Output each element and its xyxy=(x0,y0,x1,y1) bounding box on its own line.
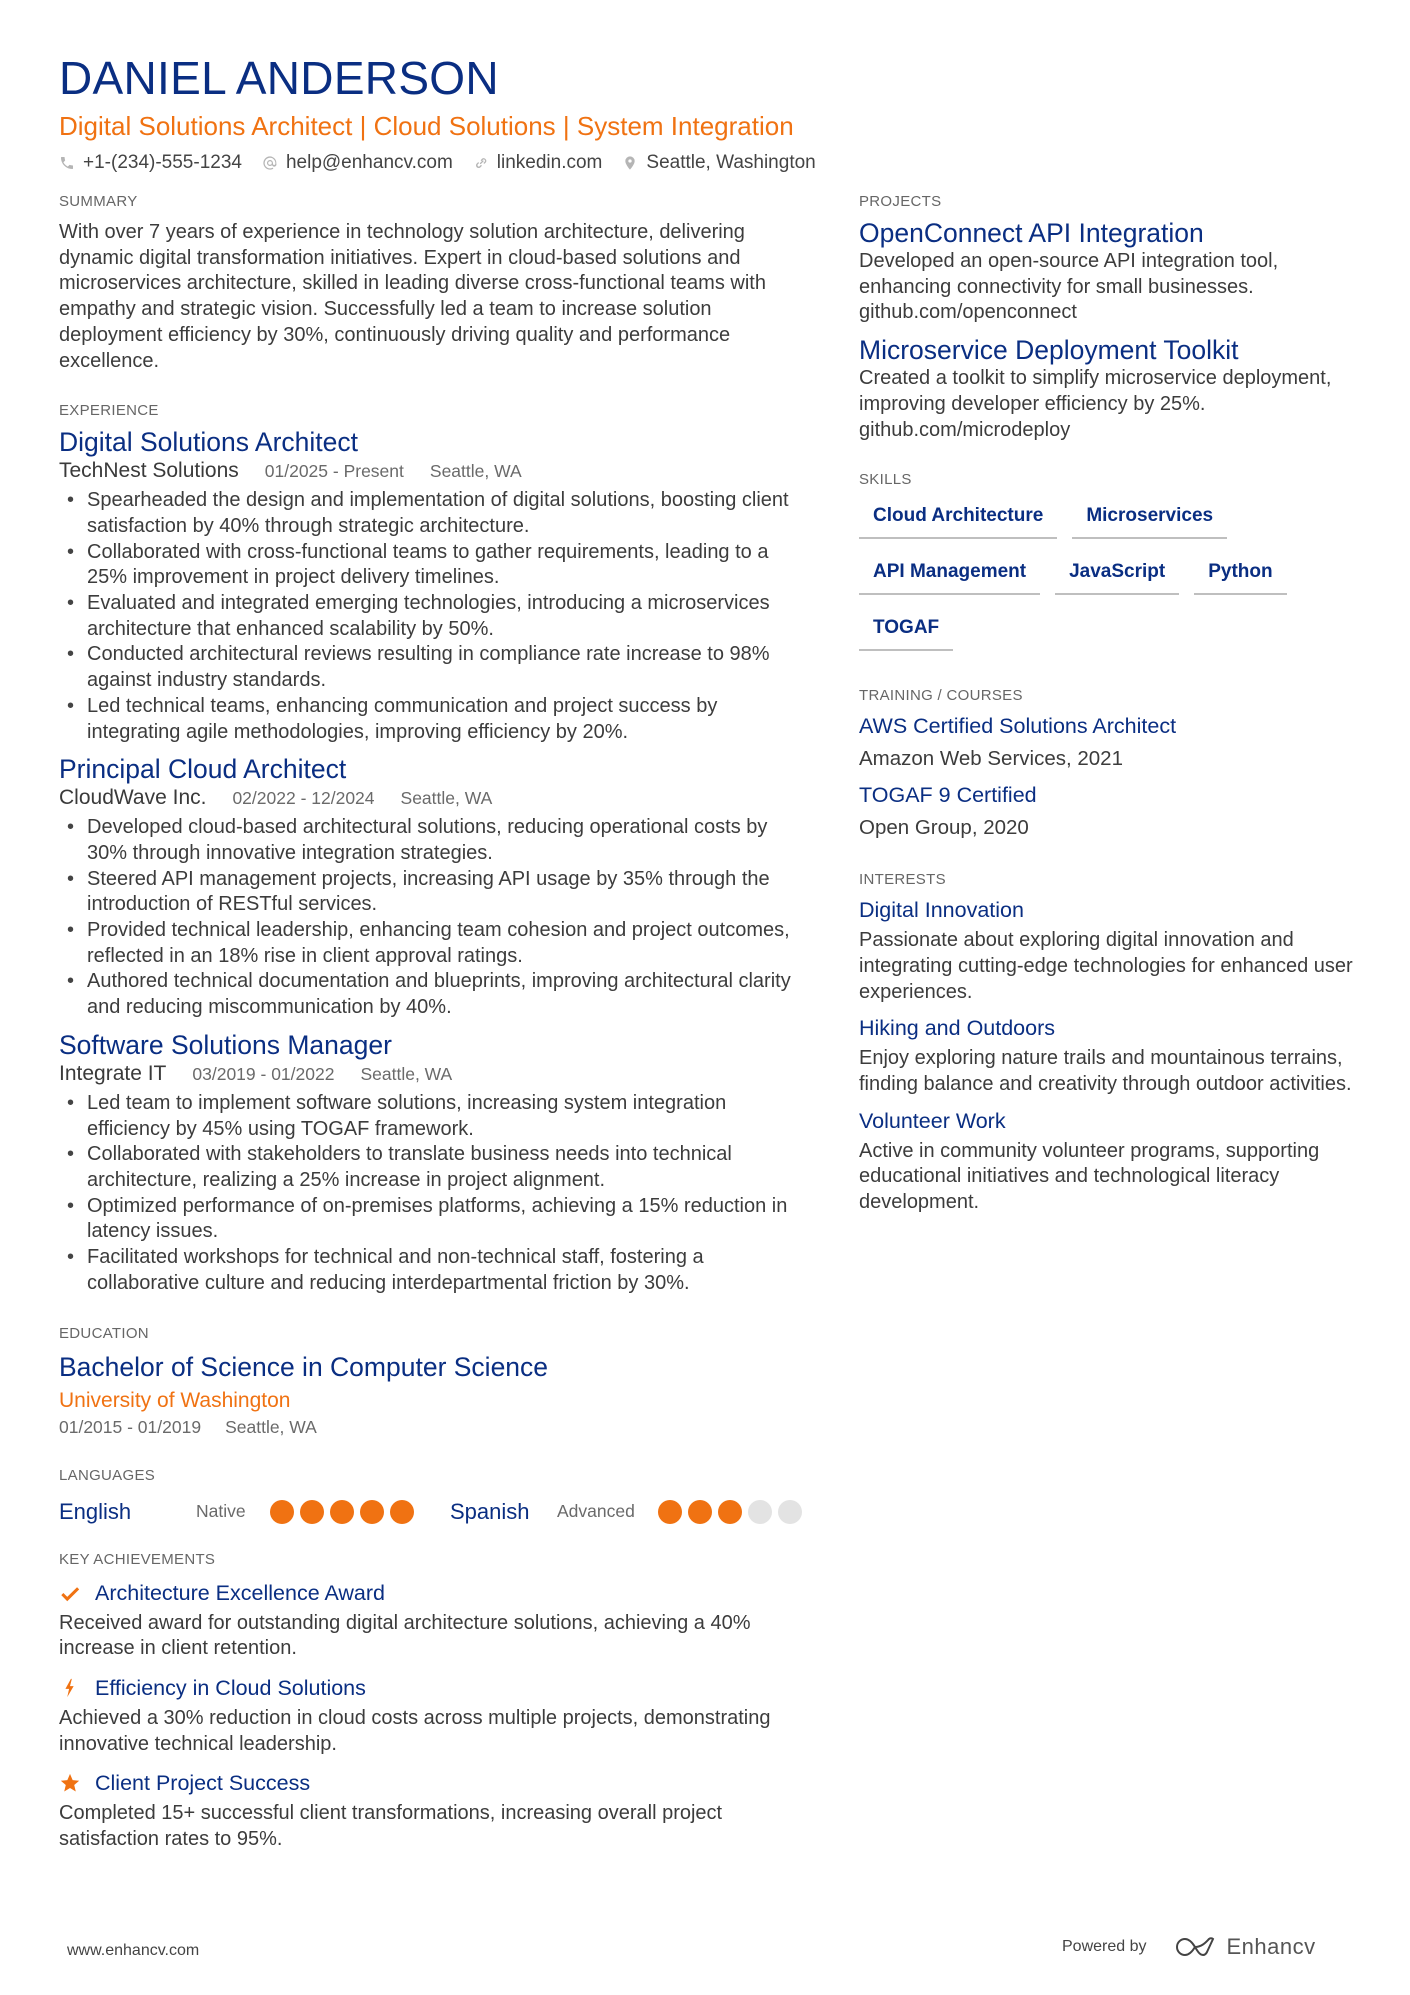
enhancv-logo-icon xyxy=(1173,1935,1217,1959)
proficiency-dot-filled xyxy=(330,1500,354,1524)
degree-title: Bachelor of Science in Computer Science xyxy=(59,1351,549,1382)
job-title: Software Solutions Manager xyxy=(59,1029,392,1060)
job-bullet: • Optimized performance of on-premises platforms, achieving a 15% reduction in latency issues. xyxy=(59,1194,809,1245)
section-label-achievements: KEY ACHIEVEMENTS xyxy=(59,1550,216,1568)
link-icon xyxy=(473,155,489,171)
job-bullet: • Facilitated workshops for technical and non-technical staff, fostering a collaborative culture and reducing interdepartmental friction by 30%. xyxy=(59,1245,809,1296)
contact-bar xyxy=(59,150,1359,176)
achievement-header xyxy=(59,1767,809,1799)
language-level: Advanced xyxy=(557,1501,635,1521)
project-item xyxy=(859,217,1359,326)
contact-location xyxy=(622,150,815,176)
left-column xyxy=(59,193,809,1853)
course-title: TOGAF 9 Certified xyxy=(859,783,1037,808)
project-title: Microservice Deployment Toolkit xyxy=(859,335,1239,366)
enhancv-brand-name: Enhancv xyxy=(1226,1934,1316,1959)
contact-linkedin[interactable] xyxy=(473,150,603,176)
language-proficiency-dots xyxy=(270,1500,414,1524)
section-label-education: EDUCATION xyxy=(59,1324,149,1342)
achievement-title: Client Project Success xyxy=(95,1771,311,1796)
job-meta xyxy=(59,1061,809,1087)
education-location: Seattle, WA xyxy=(225,1416,317,1437)
achievement-item xyxy=(59,1577,809,1662)
languages-section xyxy=(59,1467,809,1529)
job-bullet: • Collaborated with cross-functional teams to gather requirements, leading to a 25% improvement in project delivery timelines. xyxy=(59,540,809,591)
achievement-header xyxy=(59,1672,809,1704)
skills-list xyxy=(859,503,1359,651)
summary-text: With over 7 years of experience in technology solution architecture, delivering dynamic digital transformation initiatives. Expert in cloud-based solutions and microservices architecture, skilled in leading diverse cross-functional teams with empathy and strategic vision. Successfully led a team to increase solution deployment efficiency by 30%, continuously driving quality and performance excellence. xyxy=(59,221,766,372)
course-organization: Open Group, 2020 xyxy=(859,816,1029,840)
achievement-title: Efficiency in Cloud Solutions xyxy=(95,1675,366,1700)
summary-section xyxy=(59,193,809,374)
achievement-item xyxy=(59,1767,809,1852)
star-icon xyxy=(59,1772,81,1794)
phone-icon xyxy=(59,155,75,171)
company-name: TechNest Solutions xyxy=(59,459,239,483)
interests-section xyxy=(859,871,1359,1216)
interest-item xyxy=(859,1013,1359,1097)
footer-website-link[interactable]: www.enhancv.com xyxy=(67,1942,200,1959)
job-bullet: • Evaluated and integrated emerging technologies, introducing a microservices architecture that enhanced scalability by 50%. xyxy=(59,591,809,642)
project-description: Developed an open-source API integration tool, enhancing connectivity for small businesses. github.com/openconnect xyxy=(859,250,1279,324)
proficiency-dot-filled xyxy=(300,1500,324,1524)
job-dates: 01/2025 - Present xyxy=(264,461,404,482)
section-label-languages: LANGUAGES xyxy=(59,1466,156,1484)
job-bullet: • Led technical teams, enhancing communication and project success by integrating agile methodologies, improving efficiency by 20%. xyxy=(59,694,809,745)
project-description: Created a toolkit to simplify microservice deployment, improving developer efficiency by 25%. github.com/microdeploy xyxy=(859,367,1332,441)
language-level: Native xyxy=(196,1501,246,1521)
skill-tag: Python xyxy=(1194,559,1286,595)
interest-description: Passionate about exploring digital innovation and integrating cutting-edge technologies for enhanced user experiences. xyxy=(859,929,1353,1003)
school-name: University of Washington xyxy=(59,1388,291,1412)
education-meta xyxy=(59,1415,809,1439)
course-organization: Amazon Web Services, 2021 xyxy=(859,747,1123,771)
interest-item xyxy=(859,895,1359,1005)
company-name: CloudWave Inc. xyxy=(59,786,207,810)
job-bullet: • Provided technical leadership, enhancing team cohesion and project outcomes, reflected in an 18% rise in client approval ratings. xyxy=(59,918,809,969)
job-dates: 02/2022 - 12/2024 xyxy=(232,788,375,809)
skill-tag: Microservices xyxy=(1072,503,1227,539)
job-entry xyxy=(59,1029,809,1297)
job-location: Seattle, WA xyxy=(360,1063,453,1084)
job-title: Digital Solutions Architect xyxy=(59,427,359,458)
section-label-summary: SUMMARY xyxy=(59,193,138,210)
footer-branding xyxy=(1062,1934,1316,1960)
job-location: Seattle, WA xyxy=(400,788,493,809)
job-entry xyxy=(59,753,809,1021)
proficiency-dot-filled xyxy=(360,1500,384,1524)
email-link[interactable]: help@enhancv.com xyxy=(285,152,453,173)
job-meta xyxy=(59,785,809,811)
proficiency-dot-filled xyxy=(390,1500,414,1524)
proficiency-dot-filled xyxy=(688,1500,712,1524)
project-item xyxy=(859,334,1359,443)
training-section xyxy=(859,687,1359,843)
section-label-skills: SKILLS xyxy=(859,471,912,489)
job-meta xyxy=(59,458,809,484)
candidate-title: Digital Solutions Architect | Cloud Solutions | System Integration xyxy=(59,111,794,141)
achievement-description: Received award for outstanding digital architecture solutions, achieving a 40% increase in client retention. xyxy=(59,1611,751,1660)
language-name: English xyxy=(59,1498,132,1524)
resume-header xyxy=(59,52,1359,176)
section-label-experience: EXPERIENCE xyxy=(59,402,159,420)
job-bullet: • Conducted architectural reviews resulting in compliance rate increase to 98% against industry standards. xyxy=(59,642,809,693)
location-text: Seattle, Washington xyxy=(646,152,816,173)
contact-email[interactable] xyxy=(262,150,453,176)
section-label-training: TRAINING / COURSES xyxy=(859,687,1023,705)
achievement-item xyxy=(59,1672,809,1757)
course-item xyxy=(859,711,1359,774)
contact-phone xyxy=(59,150,242,176)
interest-title: Digital Innovation xyxy=(859,898,1024,923)
interest-description: Enjoy exploring nature trails and mountainous terrains, finding balance and creativity through outdoor activities. xyxy=(859,1047,1352,1096)
at-icon xyxy=(262,155,278,171)
language-name: Spanish xyxy=(450,1498,530,1524)
interest-item xyxy=(859,1106,1359,1216)
proficiency-dot-empty xyxy=(778,1500,802,1524)
phone-number: +1-(234)-555-1234 xyxy=(83,152,242,173)
enhancv-logo[interactable] xyxy=(1173,1934,1316,1960)
job-bullet: • Spearheaded the design and implementation of digital solutions, boosting client satisfaction by 40% through strategic architecture. xyxy=(59,488,809,539)
right-column xyxy=(859,193,1359,1216)
powered-by-label: Powered by xyxy=(1062,1938,1147,1955)
candidate-name: DANIEL ANDERSON xyxy=(59,52,499,104)
languages-row xyxy=(59,1495,809,1529)
achievement-description: Achieved a 30% reduction in cloud costs across multiple projects, demonstrating innovative technical leadership. xyxy=(59,1706,771,1755)
projects-section xyxy=(859,193,1359,443)
skill-tag: Cloud Architecture xyxy=(859,503,1057,539)
achievement-header xyxy=(59,1577,809,1609)
job-bullets xyxy=(59,1091,809,1297)
education-section xyxy=(59,1325,809,1439)
company-name: Integrate IT xyxy=(59,1061,167,1085)
job-bullet: • Authored technical documentation and blueprints, improving architectural clarity and reducing miscommunication by 40%. xyxy=(59,969,809,1020)
achievement-description: Completed 15+ successful client transformations, increasing overall project satisfaction rates to 95%. xyxy=(59,1802,723,1851)
achievement-title: Architecture Excellence Award xyxy=(95,1580,385,1605)
linkedin-link[interactable]: linkedin.com xyxy=(496,152,603,173)
experience-section xyxy=(59,402,809,1296)
lightning-bolt-icon xyxy=(59,1677,81,1699)
proficiency-dot-filled xyxy=(270,1500,294,1524)
course-title: AWS Certified Solutions Architect xyxy=(859,714,1177,739)
location-pin-icon xyxy=(622,155,638,171)
job-title: Principal Cloud Architect xyxy=(59,754,347,785)
education-dates: 01/2015 - 01/2019 xyxy=(59,1416,202,1437)
proficiency-dot-empty xyxy=(748,1500,772,1524)
job-bullets xyxy=(59,488,809,745)
job-bullet: • Collaborated with stakeholders to translate business needs into technical architecture, realizing a 25% increase in project alignment. xyxy=(59,1142,809,1193)
skill-tag: JavaScript xyxy=(1055,559,1179,595)
job-dates: 03/2019 - 01/2022 xyxy=(192,1063,335,1084)
skills-section xyxy=(859,471,1359,651)
achievements-section xyxy=(59,1551,809,1853)
skill-tag: TOGAF xyxy=(859,615,953,651)
proficiency-dot-filled xyxy=(658,1500,682,1524)
interest-title: Hiking and Outdoors xyxy=(859,1016,1055,1041)
checkmark-icon xyxy=(59,1582,81,1604)
project-title: OpenConnect API Integration xyxy=(859,218,1204,248)
proficiency-dot-filled xyxy=(718,1500,742,1524)
section-label-interests: INTERESTS xyxy=(859,871,946,889)
job-bullets xyxy=(59,815,809,1021)
skill-tag: API Management xyxy=(859,559,1040,595)
job-bullet: • Steered API management projects, increasing API usage by 35% through the introduction of RESTful services. xyxy=(59,867,809,918)
interest-title: Volunteer Work xyxy=(859,1108,1006,1133)
job-bullet: • Developed cloud-based architectural solutions, reducing operational costs by 30% through innovative integration strategies. xyxy=(59,815,809,866)
language-proficiency-dots xyxy=(658,1500,802,1524)
section-label-projects: PROJECTS xyxy=(859,193,942,210)
job-bullet: • Led team to implement software solutions, increasing system integration efficiency by 45% using TOGAF framework. xyxy=(59,1091,809,1142)
job-location: Seattle, WA xyxy=(429,461,522,482)
job-entry xyxy=(59,426,809,745)
interest-description: Active in community volunteer programs, supporting educational initiatives and technological literacy development. xyxy=(859,1139,1320,1214)
course-item xyxy=(859,780,1359,843)
